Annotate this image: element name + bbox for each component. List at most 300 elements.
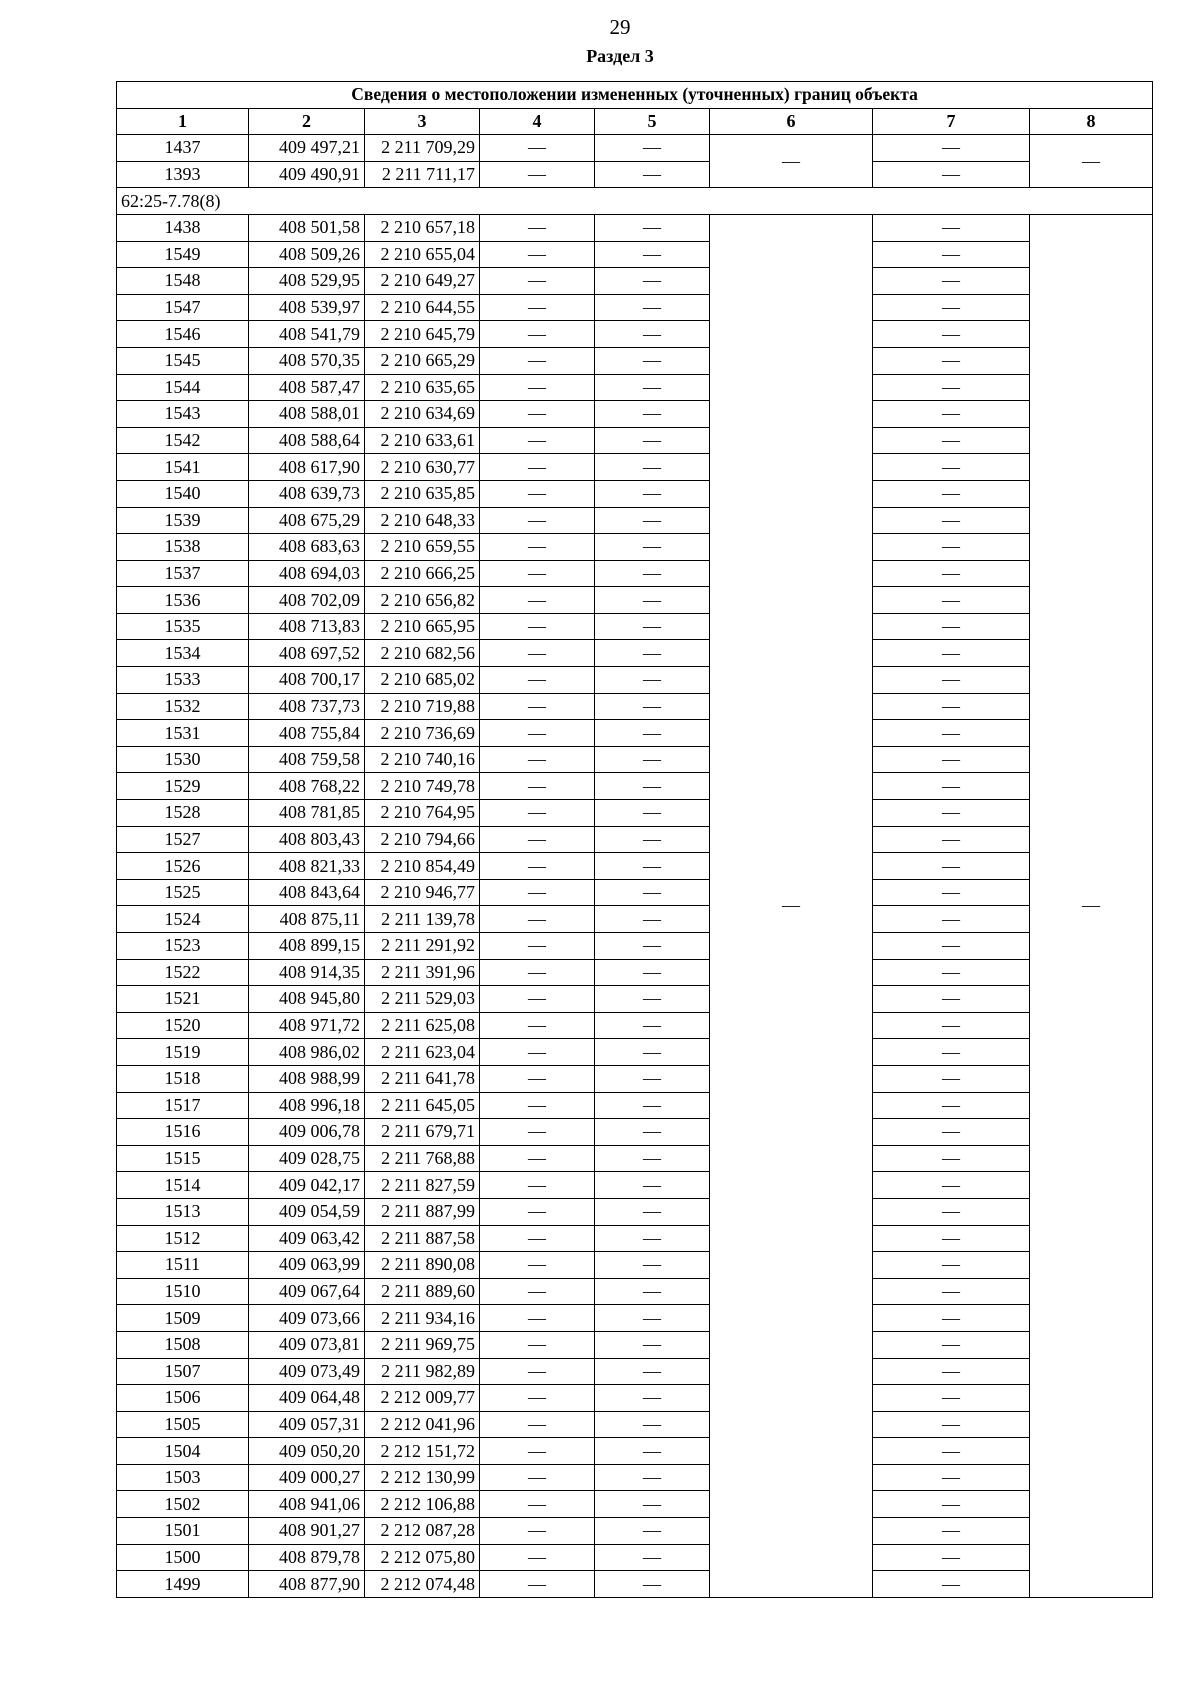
coordinate-y: 2 212 009,77: [365, 1385, 480, 1412]
coordinate-y: 2 211 623,04: [365, 1039, 480, 1066]
column-4-value: —: [480, 1039, 595, 1066]
column-4-value: —: [480, 826, 595, 853]
column-5-value: —: [595, 667, 710, 694]
coordinate-y: 2 212 075,80: [365, 1544, 480, 1571]
column-7-value: —: [873, 587, 1030, 614]
column-4-value: —: [480, 454, 595, 481]
coordinate-x: 409 042,17: [249, 1172, 365, 1199]
column-5-value: —: [595, 1012, 710, 1039]
column-7-value: —: [873, 507, 1030, 534]
column-5-value: —: [595, 986, 710, 1013]
coordinate-x: 408 570,35: [249, 347, 365, 374]
column-4-value: —: [480, 613, 595, 640]
coordinate-y: 2 212 106,88: [365, 1491, 480, 1518]
coordinate-x: 408 588,01: [249, 401, 365, 428]
column-5-value: —: [595, 826, 710, 853]
coordinate-x: 408 587,47: [249, 374, 365, 401]
column-header: 8: [1030, 108, 1153, 135]
column-4-value: —: [480, 268, 595, 295]
point-number: 1546: [117, 321, 249, 348]
table-row: [117, 268, 1153, 295]
column-4-value: —: [480, 906, 595, 933]
point-number: 1504: [117, 1438, 249, 1465]
column-4-value: —: [480, 587, 595, 614]
coordinate-x: 408 737,73: [249, 693, 365, 720]
coordinate-y: 2 210 656,82: [365, 587, 480, 614]
table-row: [117, 1278, 1153, 1305]
table-row: [117, 587, 1153, 614]
column-7-value: —: [873, 986, 1030, 1013]
column-4-value: —: [480, 347, 595, 374]
coordinate-x: 408 588,64: [249, 427, 365, 454]
column-7-value: —: [873, 773, 1030, 800]
coordinate-y: 2 210 665,29: [365, 347, 480, 374]
column-4-value: —: [480, 534, 595, 561]
point-number: 1549: [117, 241, 249, 268]
coordinate-y: 2 211 679,71: [365, 1119, 480, 1146]
table-row: [117, 294, 1153, 321]
column-7-value: —: [873, 1571, 1030, 1598]
table-row: [117, 1305, 1153, 1332]
coordinate-x: 409 000,27: [249, 1464, 365, 1491]
point-number: 1509: [117, 1305, 249, 1332]
column-5-value: —: [595, 1198, 710, 1225]
point-number: 1529: [117, 773, 249, 800]
point-number: 1530: [117, 746, 249, 773]
column-5-value: —: [595, 1571, 710, 1598]
table-row: [117, 906, 1153, 933]
point-number: 1541: [117, 454, 249, 481]
column-7-value: —: [873, 347, 1030, 374]
point-number: 1516: [117, 1119, 249, 1146]
cadastral-section-label: 62:25-7.78(8): [117, 188, 1153, 215]
coordinate-y: 2 211 529,03: [365, 986, 480, 1013]
column-7-value: —: [873, 746, 1030, 773]
coordinate-y: 2 210 633,61: [365, 427, 480, 454]
column-5-value: —: [595, 1491, 710, 1518]
point-number: 1524: [117, 906, 249, 933]
column-header: 1: [117, 108, 249, 135]
column-7-value: —: [873, 454, 1030, 481]
column-6-value: —: [710, 135, 873, 188]
table-row: [117, 800, 1153, 827]
column-5-value: —: [595, 1385, 710, 1412]
column-4-value: —: [480, 693, 595, 720]
boundary-coordinates-table: [116, 81, 1153, 1598]
column-4-value: —: [480, 746, 595, 773]
coordinate-x: 409 063,99: [249, 1252, 365, 1279]
coordinate-x: 408 755,84: [249, 720, 365, 747]
table-row: [117, 534, 1153, 561]
point-number: 1513: [117, 1198, 249, 1225]
point-number: 1520: [117, 1012, 249, 1039]
coordinate-x: 408 639,73: [249, 480, 365, 507]
column-5-value: —: [595, 800, 710, 827]
table-row: [117, 214, 1153, 241]
column-5-value: —: [595, 214, 710, 241]
column-4-value: —: [480, 294, 595, 321]
column-7-value: —: [873, 1411, 1030, 1438]
column-7-value: —: [873, 1225, 1030, 1252]
column-7-value: —: [873, 268, 1030, 295]
column-7-value: —: [873, 906, 1030, 933]
column-4-value: —: [480, 1544, 595, 1571]
column-7-value: —: [873, 826, 1030, 853]
coordinate-x: 409 073,49: [249, 1358, 365, 1385]
coordinate-x: 409 006,78: [249, 1119, 365, 1146]
column-5-value: —: [595, 959, 710, 986]
table-row: [117, 347, 1153, 374]
coordinate-y: 2 212 151,72: [365, 1438, 480, 1465]
coordinate-x: 408 971,72: [249, 1012, 365, 1039]
coordinate-y: 2 210 645,79: [365, 321, 480, 348]
coordinate-x: 408 702,09: [249, 587, 365, 614]
column-5-value: —: [595, 1225, 710, 1252]
coordinate-x: 408 617,90: [249, 454, 365, 481]
column-7-value: —: [873, 401, 1030, 428]
column-7-value: —: [873, 214, 1030, 241]
column-5-value: —: [595, 587, 710, 614]
point-number: 1523: [117, 933, 249, 960]
point-number: 1526: [117, 853, 249, 880]
coordinate-x: 409 073,81: [249, 1331, 365, 1358]
section-label-row: [117, 188, 1153, 215]
column-7-value: —: [873, 1385, 1030, 1412]
column-4-value: —: [480, 1198, 595, 1225]
coordinate-x: 408 875,11: [249, 906, 365, 933]
column-7-value: —: [873, 241, 1030, 268]
table-row: [117, 321, 1153, 348]
coordinate-x: 408 914,35: [249, 959, 365, 986]
column-8-value: —: [1030, 135, 1153, 188]
column-4-value: —: [480, 1411, 595, 1438]
table-row: [117, 480, 1153, 507]
column-4-value: —: [480, 1491, 595, 1518]
point-number: 1517: [117, 1092, 249, 1119]
point-number: 1437: [117, 135, 249, 162]
column-4-value: —: [480, 879, 595, 906]
column-5-value: —: [595, 640, 710, 667]
table-row: [117, 1464, 1153, 1491]
coordinate-y: 2 210 659,55: [365, 534, 480, 561]
column-5-value: —: [595, 1252, 710, 1279]
table-row: [117, 933, 1153, 960]
point-number: 1438: [117, 214, 249, 241]
column-7-value: —: [873, 800, 1030, 827]
table-row: [117, 773, 1153, 800]
point-number: 1505: [117, 1411, 249, 1438]
point-number: 1547: [117, 294, 249, 321]
column-4-value: —: [480, 1065, 595, 1092]
column-5-value: —: [595, 1305, 710, 1332]
coordinate-y: 2 211 827,59: [365, 1172, 480, 1199]
coordinate-y: 2 211 641,78: [365, 1065, 480, 1092]
table-row: [117, 1571, 1153, 1598]
coordinate-y: 2 211 291,92: [365, 933, 480, 960]
coordinate-x: 409 064,48: [249, 1385, 365, 1412]
table-row: [117, 1065, 1153, 1092]
column-4-value: —: [480, 1358, 595, 1385]
coordinate-y: 2 210 665,95: [365, 613, 480, 640]
coordinate-x: 408 529,95: [249, 268, 365, 295]
column-4-value: —: [480, 1172, 595, 1199]
column-5-value: —: [595, 534, 710, 561]
point-number: 1500: [117, 1544, 249, 1571]
coordinate-y: 2 210 635,85: [365, 480, 480, 507]
column-7-value: —: [873, 560, 1030, 587]
column-7-value: —: [873, 1119, 1030, 1146]
column-4-value: —: [480, 1571, 595, 1598]
table-row: [117, 427, 1153, 454]
point-number: 1510: [117, 1278, 249, 1305]
column-4-value: —: [480, 959, 595, 986]
column-4-value: —: [480, 800, 595, 827]
coordinate-y: 2 211 645,05: [365, 1092, 480, 1119]
column-7-value: —: [873, 161, 1030, 188]
column-5-value: —: [595, 1544, 710, 1571]
column-7-value: —: [873, 427, 1030, 454]
coordinate-y: 2 210 649,27: [365, 268, 480, 295]
coordinate-y: 2 211 887,58: [365, 1225, 480, 1252]
column-7-value: —: [873, 480, 1030, 507]
coordinate-y: 2 212 087,28: [365, 1518, 480, 1545]
column-5-value: —: [595, 135, 710, 162]
column-header: 3: [365, 108, 480, 135]
column-5-value: —: [595, 879, 710, 906]
column-7-value: —: [873, 1438, 1030, 1465]
table-row: [117, 1358, 1153, 1385]
point-number: 1507: [117, 1358, 249, 1385]
column-7-value: —: [873, 933, 1030, 960]
coordinate-y: 2 210 630,77: [365, 454, 480, 481]
coordinate-x: 408 713,83: [249, 613, 365, 640]
column-7-value: —: [873, 1464, 1030, 1491]
column-7-value: —: [873, 1012, 1030, 1039]
column-header: 5: [595, 108, 710, 135]
column-header: 6: [710, 108, 873, 135]
column-7-value: —: [873, 1065, 1030, 1092]
column-4-value: —: [480, 1464, 595, 1491]
coordinate-x: 408 899,15: [249, 933, 365, 960]
coordinate-y: 2 210 736,69: [365, 720, 480, 747]
point-number: 1545: [117, 347, 249, 374]
column-7-value: —: [873, 321, 1030, 348]
column-7-value: —: [873, 135, 1030, 162]
point-number: 1499: [117, 1571, 249, 1598]
column-5-value: —: [595, 480, 710, 507]
column-7-value: —: [873, 693, 1030, 720]
point-number: 1538: [117, 534, 249, 561]
coordinate-x: 409 490,91: [249, 161, 365, 188]
point-number: 1511: [117, 1252, 249, 1279]
column-5-value: —: [595, 613, 710, 640]
coordinate-y: 2 211 709,29: [365, 135, 480, 162]
coordinate-x: 409 054,59: [249, 1198, 365, 1225]
point-number: 1531: [117, 720, 249, 747]
column-6-value: —: [710, 214, 873, 1597]
column-5-value: —: [595, 347, 710, 374]
column-5-value: —: [595, 1119, 710, 1146]
column-4-value: —: [480, 933, 595, 960]
column-4-value: —: [480, 135, 595, 162]
column-header: 2: [249, 108, 365, 135]
coordinate-x: 408 986,02: [249, 1039, 365, 1066]
column-4-value: —: [480, 640, 595, 667]
coordinate-x: 408 781,85: [249, 800, 365, 827]
column-5-value: —: [595, 294, 710, 321]
coordinate-x: 408 901,27: [249, 1518, 365, 1545]
column-4-value: —: [480, 1438, 595, 1465]
coordinate-x: 409 057,31: [249, 1411, 365, 1438]
table-row: [117, 693, 1153, 720]
point-number: 1533: [117, 667, 249, 694]
column-5-value: —: [595, 1039, 710, 1066]
point-number: 1525: [117, 879, 249, 906]
coordinate-x: 408 541,79: [249, 321, 365, 348]
table-row: [117, 826, 1153, 853]
table-row: [117, 1012, 1153, 1039]
column-5-value: —: [595, 454, 710, 481]
column-7-value: —: [873, 1145, 1030, 1172]
column-4-value: —: [480, 1119, 595, 1146]
column-5-value: —: [595, 1145, 710, 1172]
coordinate-y: 2 210 685,02: [365, 667, 480, 694]
table-row: [117, 1198, 1153, 1225]
column-4-value: —: [480, 560, 595, 587]
coordinate-y: 2 211 139,78: [365, 906, 480, 933]
point-number: 1522: [117, 959, 249, 986]
point-number: 1506: [117, 1385, 249, 1412]
coordinate-y: 2 210 682,56: [365, 640, 480, 667]
coordinate-y: 2 210 749,78: [365, 773, 480, 800]
table-row: [117, 401, 1153, 428]
column-4-value: —: [480, 427, 595, 454]
column-7-value: —: [873, 1172, 1030, 1199]
column-7-value: —: [873, 1278, 1030, 1305]
table-row: [117, 667, 1153, 694]
column-5-value: —: [595, 933, 710, 960]
column-5-value: —: [595, 161, 710, 188]
column-5-value: —: [595, 507, 710, 534]
column-5-value: —: [595, 693, 710, 720]
coordinate-x: 408 821,33: [249, 853, 365, 880]
table-row: [117, 720, 1153, 747]
point-number: 1532: [117, 693, 249, 720]
table-row: [117, 879, 1153, 906]
column-header-row: [117, 108, 1153, 135]
table-row: [117, 1039, 1153, 1066]
column-5-value: —: [595, 720, 710, 747]
column-5-value: —: [595, 1358, 710, 1385]
table-row: [117, 454, 1153, 481]
coordinate-y: 2 210 635,65: [365, 374, 480, 401]
table-row: [117, 1385, 1153, 1412]
column-4-value: —: [480, 667, 595, 694]
coordinate-y: 2 211 887,99: [365, 1198, 480, 1225]
table-row: [117, 1518, 1153, 1545]
coordinate-x: 409 073,66: [249, 1305, 365, 1332]
coordinate-y: 2 211 768,88: [365, 1145, 480, 1172]
coordinate-x: 408 700,17: [249, 667, 365, 694]
table-row: [117, 1544, 1153, 1571]
column-5-value: —: [595, 1065, 710, 1092]
table-row: [117, 1331, 1153, 1358]
coordinate-y: 2 210 719,88: [365, 693, 480, 720]
column-4-value: —: [480, 1145, 595, 1172]
column-4-value: —: [480, 161, 595, 188]
coordinate-y: 2 212 074,48: [365, 1571, 480, 1598]
column-4-value: —: [480, 1305, 595, 1332]
point-number: 1515: [117, 1145, 249, 1172]
point-number: 1512: [117, 1225, 249, 1252]
table-body: [117, 135, 1153, 1598]
column-5-value: —: [595, 773, 710, 800]
coordinate-x: 408 501,58: [249, 214, 365, 241]
column-7-value: —: [873, 1331, 1030, 1358]
column-4-value: —: [480, 321, 595, 348]
column-header: 4: [480, 108, 595, 135]
column-4-value: —: [480, 1518, 595, 1545]
coordinate-y: 2 210 657,18: [365, 214, 480, 241]
coordinate-x: 408 675,29: [249, 507, 365, 534]
column-4-value: —: [480, 1385, 595, 1412]
table-row: [117, 986, 1153, 1013]
column-7-value: —: [873, 879, 1030, 906]
point-number: 1536: [117, 587, 249, 614]
point-number: 1539: [117, 507, 249, 534]
table-row: [117, 640, 1153, 667]
point-number: 1502: [117, 1491, 249, 1518]
column-7-value: —: [873, 1544, 1030, 1571]
column-4-value: —: [480, 986, 595, 1013]
point-number: 1544: [117, 374, 249, 401]
column-4-value: —: [480, 480, 595, 507]
coordinate-y: 2 211 969,75: [365, 1331, 480, 1358]
column-7-value: —: [873, 853, 1030, 880]
column-4-value: —: [480, 401, 595, 428]
column-5-value: —: [595, 1518, 710, 1545]
column-4-value: —: [480, 1225, 595, 1252]
coordinate-y: 2 210 666,25: [365, 560, 480, 587]
table-row: [117, 1491, 1153, 1518]
coordinate-x: 408 509,26: [249, 241, 365, 268]
column-4-value: —: [480, 1012, 595, 1039]
column-7-value: —: [873, 667, 1030, 694]
column-7-value: —: [873, 1092, 1030, 1119]
coordinate-y: 2 210 740,16: [365, 746, 480, 773]
coordinate-y: 2 211 982,89: [365, 1358, 480, 1385]
column-4-value: —: [480, 1278, 595, 1305]
column-5-value: —: [595, 401, 710, 428]
point-number: 1514: [117, 1172, 249, 1199]
column-7-value: —: [873, 720, 1030, 747]
table-row: [117, 135, 1153, 162]
column-5-value: —: [595, 241, 710, 268]
coordinate-y: 2 210 794,66: [365, 826, 480, 853]
coordinate-y: 2 210 854,49: [365, 853, 480, 880]
coordinate-y: 2 211 889,60: [365, 1278, 480, 1305]
column-7-value: —: [873, 1252, 1030, 1279]
column-4-value: —: [480, 507, 595, 534]
table-row: [117, 1438, 1153, 1465]
column-8-value: —: [1030, 214, 1153, 1597]
coordinate-x: 408 694,03: [249, 560, 365, 587]
table-row: [117, 374, 1153, 401]
point-number: 1501: [117, 1518, 249, 1545]
column-7-value: —: [873, 1518, 1030, 1545]
point-number: 1542: [117, 427, 249, 454]
coordinate-y: 2 210 644,55: [365, 294, 480, 321]
